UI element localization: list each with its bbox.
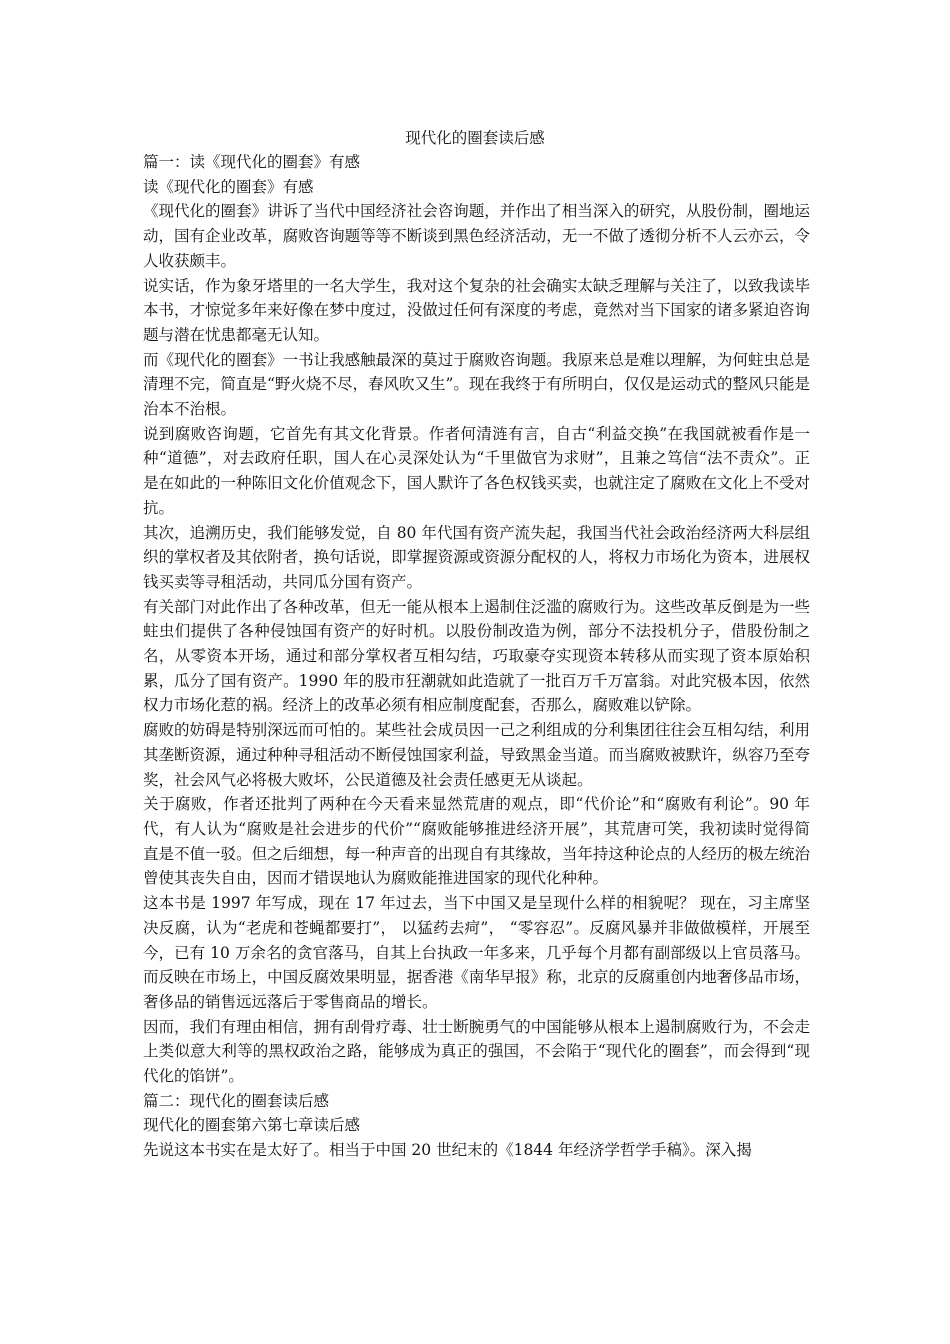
paragraph: 这本书是 1997 年写成，现在 17 年过去，当下中国又是呈现什么样的相貌呢？ 现在，习主席坚决反腐，认为“老虎和苍蝇都要打”， 以猛药去疴”， “零容忍”。反腐风暴并非做做模样，开展至今，已有 10 万余名的贪官落马，自其上台执政一年多来，几乎每个月都有副部级以上官员落马。而反映在市场上，中国反腐效果明显，据香港《南华早报》称，北京的反腐重创内地奢侈品市场，奢侈品的销售远远落后于零售商品的增长。: [143, 894, 810, 1011]
paragraph: 先说这本书实在是太好了。相当于中国 20 世纪末的《1844 年经济学哲学手稿》。深入揭: [143, 1141, 752, 1160]
section-heading: 篇二：现代化的圈套读后感: [143, 1091, 330, 1110]
paragraph: 关于腐败，作者还批判了两种在今天看来显然荒唐的观点，即“代价论”和“腐败有利论”。90 年代，有人认为“腐败是社会进步的代价”“腐败能够推进经济开展”，其荒唐可笑，我初读时觉得简直是不值一驳。但之后细想，每一种声音的出现自有其缘故，当年持这种论点的人经历的极左统治曾使其丧失自由，因而才错误地认为腐败能推进国家的现代化种种。: [143, 795, 810, 888]
paragraph: 而《现代化的圈套》一书让我感触最深的莫过于腐败咨询题。我原来总是难以理解，为何蛀虫总是清理不完，简直是“野火烧不尽，春风吹又生”。现在我终于有所明白，仅仅是运动式的整风只能是治本不治根。: [143, 350, 810, 419]
document-title: 现代化的圈套读后感: [405, 129, 545, 147]
paragraph: 《现代化的圈套》讲诉了当代中国经济社会咨询题，并作出了相当深入的研究，从股份制，圈地运动，国有企业改革，腐败咨询题等等不断谈到黑色经济活动，无一不做了透彻分析不人云亦云，令人收获颇丰。: [143, 202, 810, 270]
document-body: [143, 150, 810, 1163]
paragraph: 现代化的圈套第六第七章读后感: [143, 1116, 361, 1135]
paragraph: 说实话，作为象牙塔里的一名大学生，我对这个复杂的社会确实太缺乏理解与关注了，以致我读毕本书，才惊觉多年来好像在梦中度过，没做过任何有深度的考虑，竟然对当下国家的诸多紧迫咨询题与潜在忧患都毫无认知。: [143, 276, 810, 344]
paragraph: 有关部门对此作出了各种改革，但无一能从根本上遏制住泛滥的腐败行为。这些改革反倒是为一些蛀虫们提供了各种侵蚀国有资产的好时机。以股份制改造为例，部分不法投机分子，借股份制之名，从零资本开场，通过和部分掌权者互相勾结，巧取豪夺实现资本转移从而实现了资本原始积累，瓜分了国有资产。1990 年的股市狂潮就如此造就了一批百万千万富翁。对此究极本因，依然权力市场化惹的祸。经济上的改革必须有相应制度配套，否那么，腐败难以铲除。: [143, 597, 810, 715]
paragraph: 其次，追溯历史，我们能够发觉，自 80 年代国有资产流失起，我国当代社会政治经济两大科层组织的掌权者及其依附者，换句话说，即掌握资源或资源分配权的人，将权力市场化为资本，进展权钱买卖等寻租活动，共同瓜分国有资产。: [143, 523, 810, 591]
section-heading: 篇一：读《现代化的圈套》有感: [143, 153, 361, 171]
paragraph: 腐败的妨碍是特别深远而可怕的。某些社会成员因一己之利组成的分利集团往往会互相勾结，利用其垄断资源，通过种种寻租活动不断侵蚀国家利益，导致黑金当道。而当腐败被默许，纵容乃至夸奖，社会风气必将极大败坏，公民道德及社会责任感更无从谈起。: [143, 721, 810, 789]
paragraph: 因而，我们有理由相信，拥有刮骨疗毒、壮士断腕勇气的中国能够从根本上遏制腐败行为，不会走上类似意大利等的黑权政治之路，能够成为真正的强国，不会陷于“现代化的圈套”，而会得到“现代化的馅饼”。: [143, 1017, 810, 1086]
paragraph: 读《现代化的圈套》有感: [143, 177, 314, 196]
paragraph: 说到腐败咨询题，它首先有其文化背景。作者何清涟有言，自古“利益交换”在我国就被看作是一种“道德”，对去政府任职，国人在心灵深处认为“千里做官为求财”，且兼之笃信“法不责众”。正是在如此的一种陈旧文化价值观念下，国人默许了各色权钱买卖，也就注定了腐败在文化上不受对抗。: [143, 424, 810, 517]
